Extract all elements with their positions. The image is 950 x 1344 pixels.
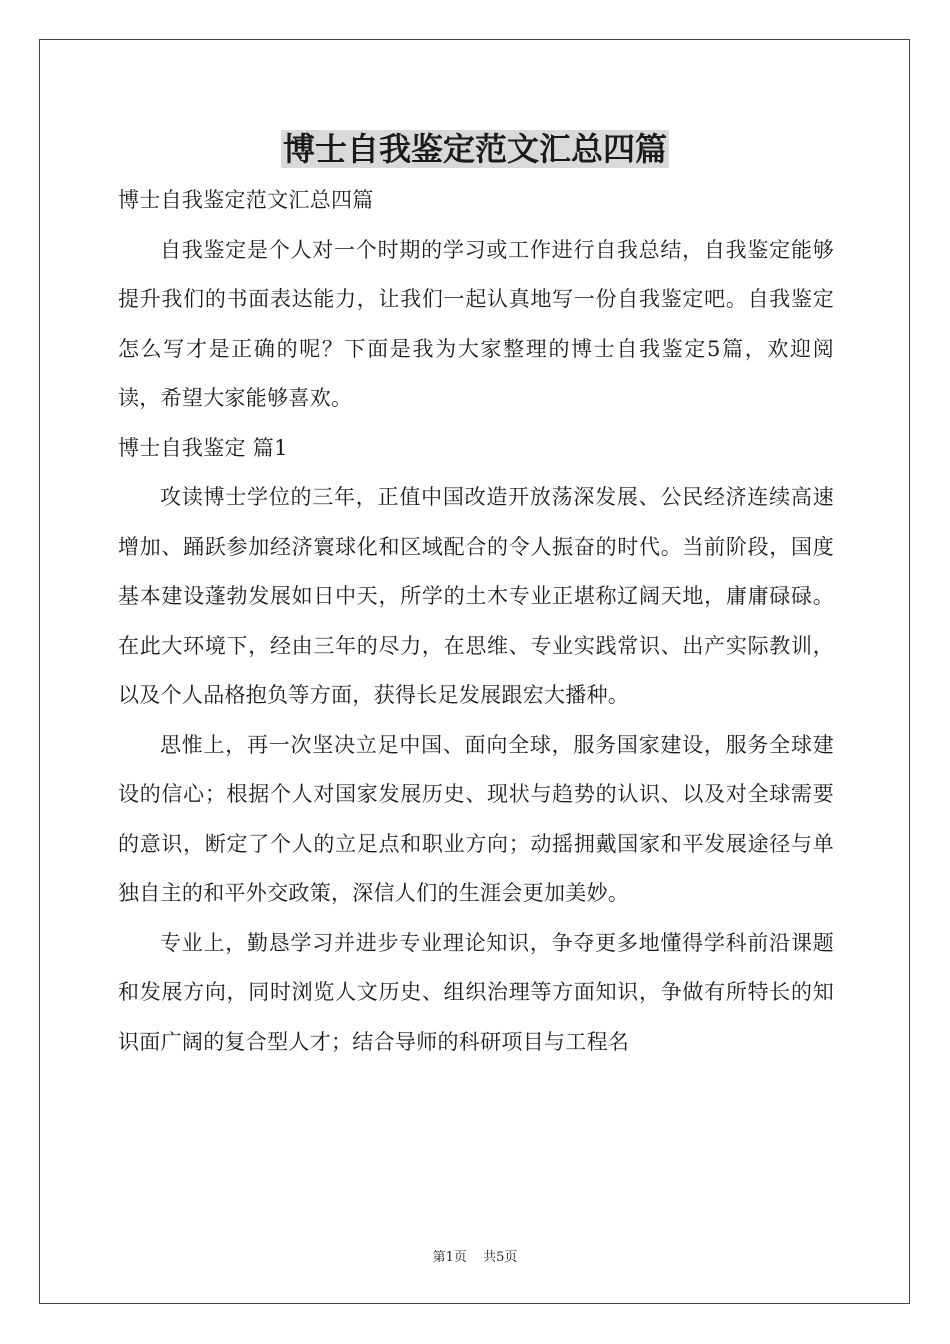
body-paragraph-2: 思惟上，再一次坚决立足中国、面向全球，服务国家建设，服务全球建设的信心；根据个人对国家发展历史、现状与趋势的认识、以及对全球需要的意识，断定了个人的立足点和职业方向；动摇拥戴国家和平发展途径与单独自主的和平外交政策，深信人们的生涯会更加美妙。 (118, 732, 834, 905)
document-subtitle: 博士自我鉴定范文汇总四篇 (118, 188, 374, 212)
body-paragraph-1: 攻读博士学位的三年，正值中国改造开放荡深发展、公民经济连续高速增加、踊跃参加经济寰球化和区域配合的令人振奋的时代。当前阶段，国度基本建设蓬勃发展如日中天，所学的土木专业正堪称辽阔天地，庸庸碌碌。在此大环境下，经由三年的尽力，在思维、专业实践常识、出产实际教训，以及个人品格抱负等方面，获得长足发展跟宏大播种。 (118, 485, 834, 707)
page-footer (0, 1246, 950, 1265)
section-heading: 博士自我鉴定 篇1 (118, 435, 288, 460)
body-paragraph-3: 专业上，勤恳学习并进步专业理论知识，争夺更多地懂得学科前沿课题和发展方向，同时浏览人文历史、组织治理等方面知识，争做有所特长的知识面广阔的复合型人才；结合导师的科研项目与工程名 (118, 930, 834, 1054)
document-title (0, 124, 950, 174)
intro-paragraph: 自我鉴定是个人对一个时期的学习或工作进行自我总结，自我鉴定能够提升我们的书面表达能力，让我们一起认真地写一份自我鉴定吧。自我鉴定怎么写才是正确的呢？下面是我为大家整理的博士自我鉴定5篇，欢迎阅读，希望大家能够喜欢。 (118, 237, 834, 410)
document-title-text: 博士自我鉴定范文汇总四篇 (282, 130, 667, 168)
page-total: 共5页 (483, 1250, 518, 1265)
page-number: 第1页 (432, 1250, 467, 1265)
document-body (118, 176, 834, 1067)
